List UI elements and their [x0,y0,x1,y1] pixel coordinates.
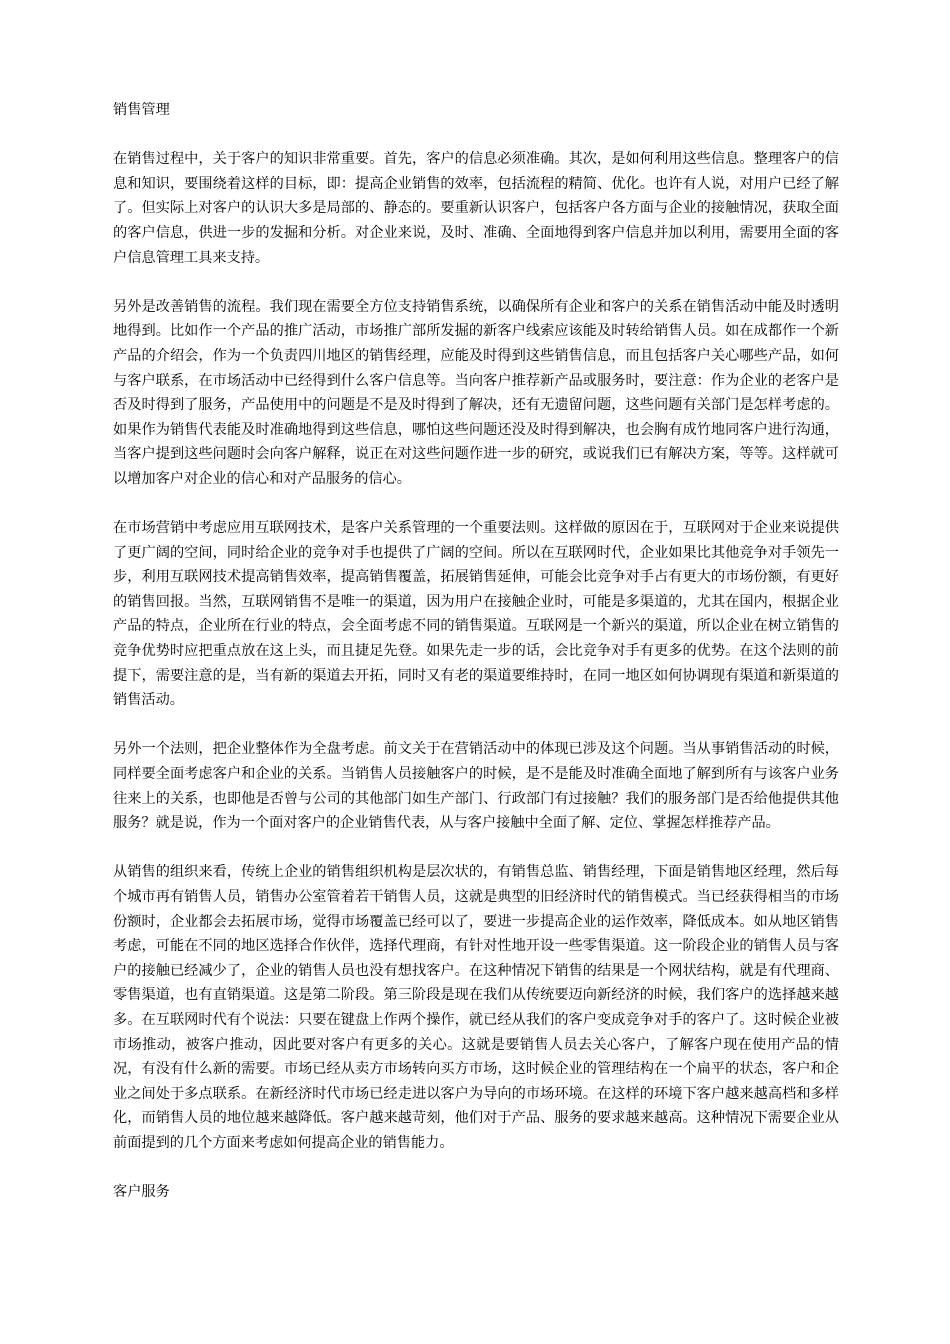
paragraph: 在市场营销中考虑应用互联网技术，是客户关系管理的一个重要法则。这样做的原因在于，互联网对于企业来说提供了更广阔的空间，同时给企业的竞争对手也提供了广阔的空间。所以在互联网时代，企业如果比其他竞争对手领先一步，利用互联网技术提高销售效率，提高销售覆盖，拓展销售延伸，可能会比竞争对手占有更大的市场份额，有更好的销售回报。当然，互联网销售不是唯一的渠道，因为用户在接触企业时，可能是多渠道的，尤其在国内，根据企业产品的特点，企业所在行业的特点，会全面考虑不同的销售渠道。互联网是一个新兴的渠道，所以企业在树立销售的竞争优势时应把重点放在这上头，而且捷足先登。如果先走一步的话，会比竞争对手有更多的优势。在这个法则的前提下，需要注意的是，当有新的渠道去开拓，同时又有老的渠道要维持时，在同一地区如何协调现有渠道和新渠道的销售活动。 [113,520,839,709]
paragraph: 在销售过程中，关于客户的知识非常重要。首先，客户的信息必须准确。其次，是如何利用这些信息。整理客户的信息和知识，要围绕着这样的目标，即：提高企业销售的效率，包括流程的精简、优化。也许有人说，对用户已经了解了。但实际上对客户的认识大多是局部的、静态的。要重新认识客户，包括客户各方面与企业的接触情况，获取全面的客户信息，供进一步的发掘和分析。对企业来说，及时、准确、全面地得到客户信息并加以利用，需要用全面的客户信息管理工具来支持。 [113,151,839,266]
paragraph: 另外一个法则，把企业整体作为全盘考虑。前文关于在营销活动中的体现已涉及这个问题。当从事销售活动的时候，同样要全面考虑客户和企业的关系。当销售人员接触客户的时候，是不是能及时准确全面地了解到所有与该客户业务往来上的关系，也即他是否曾与公司的其他部门如生产部门、行政部门有过接触？我们的服务部门是否给他提供其他服务？就是说，作为一个面对客户的企业销售代表，从与客户接触中全面了解、定位、掌握怎样推荐产品。 [113,741,839,832]
paragraph: 另外是改善销售的流程。我们现在需要全方位支持销售系统，以确保所有企业和客户的关系在销售活动中能及时透明地得到。比如作一个产品的推广活动，市场推广部所发掘的新客户线索应该能及时转给销售人员。如在成都作一个新产品的介绍会，作为一个负责四川地区的销售经理，应能及时得到这些销售信息，而且包括客户关心哪些产品，如何与客户联系，在市场活动中已经得到什么客户信息等。当向客户推荐新产品或服务时，要注意：作为企业的老客户是否及时得到了服务，产品使用中的问题是不是及时得到了解决，还有无遗留问题，这些问题有关部门是怎样考虑的。如果作为销售代表能及时准确地得到这些信息，哪怕这些问题还没及时得到解决，也会胸有成竹地同客户进行沟通，当客户提到这些问题时会向客户解释，说正在对这些问题作进一步的研究，或说我们已有解决方案，等等。这样就可以增加客户对企业的信心和对产品服务的信心。 [113,298,839,487]
section-heading-customer-service: 客户服务 [113,1184,170,1201]
section-heading-sales-management: 销售管理 [113,102,170,118]
document-page [113,98,839,1205]
paragraph: 从销售的组织来看，传统上企业的销售组织机构是层次状的，有销售总监、销售经理，下面是销售地区经理，然后每个城市再有销售人员，销售办公室管着若干销售人员，这就是典型的旧经济时代的销售模式。当已经获得相当的市场份额时，企业都会去拓展市场，觉得市场覆盖已经可以了，要进一步提高企业的运作效率，降低成本。如从地区销售考虑，可能在不同的地区选择合作伙伴，选择代理商，有针对性地开设一些零售渠道。这一阶段企业的销售人员与客户的接触已经减少了，企业的销售人员也没有想找客户。在这种情况下销售的结果是一个网状结构，就是有代理商、零售渠道，也有直销渠道。这是第二阶段。第三阶段是现在我们从传统要迈向新经济的时候，我们客户的选择越来越多。在互联网时代有个说法：只要在键盘上作两个操作，就已经从我们的客户变成竞争对手的客户了。这时候企业被市场推动，被客户推动，因此要对客户有更多的关心。这就是要销售人员去关心客户，了解客户现在使用产品的情况，有没有什么新的需要。市场已经从卖方市场转向买方市场，这时候企业的管理结构在一个扁平的状态，客户和企业之间处于多点联系。在新经济时代市场已经走进以客户为导向的市场环境。在这样的环境下客户越来越高档和多样化，而销售人员的地位越来越降低。客户越来越苛刻，他们对于产品、服务的要求越来越高。这种情况下需要企业从前面提到的几个方面来考虑如何提高企业的销售能力。 [113,864,839,1151]
